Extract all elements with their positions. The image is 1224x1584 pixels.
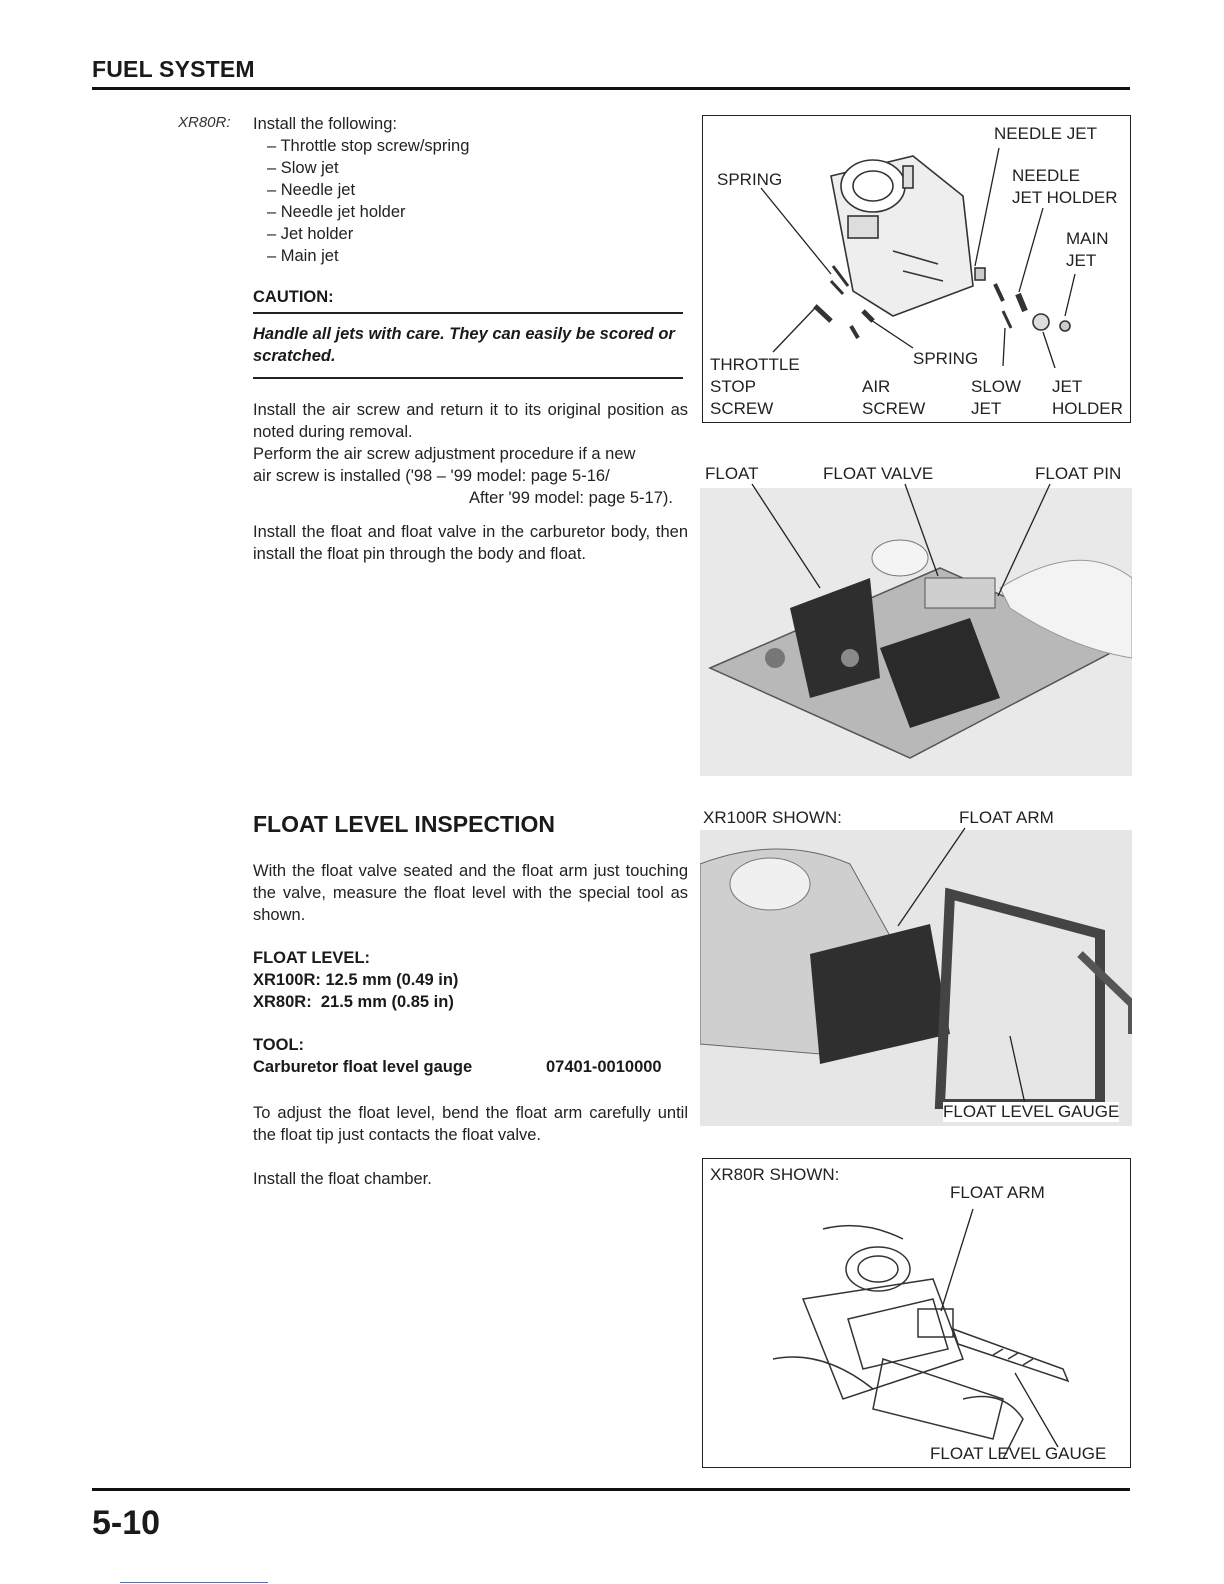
- label-main-jet-1: MAIN: [1066, 229, 1109, 248]
- label-xr80r-shown: XR80R SHOWN:: [710, 1165, 840, 1184]
- list-item: – Needle jet: [267, 181, 356, 199]
- figure-carburetor-jets: [702, 115, 1131, 423]
- xr80r-illustration: [703, 1159, 1132, 1469]
- header-rule: [92, 87, 1130, 90]
- install-list: [253, 135, 469, 267]
- figure-xr80r-gauge: [702, 1158, 1131, 1468]
- page-number: 5-10: [92, 1504, 161, 1542]
- caution-label: CAUTION:: [253, 288, 334, 306]
- label-gauge-xr100r: FLOAT LEVEL GAUGE: [943, 1102, 1120, 1121]
- list-item: – Slow jet: [267, 159, 339, 177]
- footer-rule: [92, 1488, 1130, 1491]
- label-needle-jet-holder-1: NEEDLE: [1012, 166, 1081, 185]
- label-needle-jet-holder-2: JET HOLDER: [1012, 188, 1118, 207]
- inspection-heading: FLOAT LEVEL INSPECTION: [253, 811, 555, 837]
- label-main-jet-2: JET: [1066, 251, 1097, 270]
- label-float-valve: FLOAT VALVE: [823, 464, 934, 483]
- label-jet-holder-1: JET: [1052, 377, 1083, 396]
- caution-rule-bottom: [253, 377, 683, 379]
- label-spring-bottom: SPRING: [913, 349, 979, 368]
- model-tag: XR80R:: [178, 114, 231, 131]
- float-photo-illustration: [700, 458, 1132, 776]
- figure-float-photo: [700, 458, 1132, 776]
- label-float-arm-xr100r: FLOAT ARM: [959, 808, 1054, 827]
- label-throttle-3: SCREW: [710, 399, 774, 418]
- list-item: – Needle jet holder: [267, 203, 406, 221]
- tool-number: 07401-0010000: [546, 1058, 662, 1076]
- float-install-paragraph: Install the float and float valve in the carburetor body, then install the float pin through the body and float.: [253, 523, 688, 563]
- list-item: – Jet holder: [267, 225, 354, 243]
- label-spring-top: SPRING: [717, 170, 783, 189]
- label-gauge-xr80r: FLOAT LEVEL GAUGE: [930, 1444, 1107, 1463]
- label-float-arm-xr80r: FLOAT ARM: [950, 1183, 1045, 1202]
- xr100r-photo-illustration: [700, 804, 1132, 1126]
- caution-text: Handle all jets with care. They can easily be scored or scratched.: [253, 325, 675, 365]
- tool-label: TOOL:: [253, 1036, 305, 1054]
- label-jet-holder-2: HOLDER: [1052, 399, 1123, 418]
- label-float: FLOAT: [705, 464, 759, 483]
- label-air-2: SCREW: [862, 399, 926, 418]
- label-xr100r-shown: XR100R SHOWN:: [703, 808, 842, 827]
- inspection-paragraph: With the float valve seated and the float arm just touching the valve, measure the float level with the special tool as shown.: [253, 862, 688, 924]
- label-air-1: AIR: [862, 377, 891, 396]
- spec-label: FLOAT LEVEL:: [253, 949, 371, 967]
- label-slow-2: JET: [971, 399, 1002, 418]
- air-screw-paragraph: Install the air screw and return it to its original position as noted during removal.: [253, 401, 688, 441]
- adjust-line-3: After '99 model: page 5-17).: [468, 489, 673, 507]
- footer-link-underline[interactable]: [120, 1582, 268, 1583]
- tool-name: Carburetor float level gauge: [253, 1058, 473, 1076]
- figure-xr100r-gauge: [700, 804, 1132, 1126]
- label-float-pin: FLOAT PIN: [1035, 464, 1122, 483]
- list-item: – Main jet: [267, 247, 339, 265]
- label-needle-jet: NEEDLE JET: [994, 124, 1097, 143]
- label-throttle-1: THROTTLE: [710, 355, 800, 374]
- adjust-line-1: Perform the air screw adjustment procedure if a new: [253, 445, 636, 463]
- list-item: – Throttle stop screw/spring: [267, 137, 470, 155]
- label-slow-1: SLOW: [971, 377, 1022, 396]
- adjust-paragraph: To adjust the float level, bend the float arm carefully until the float tip just contacts the float valve.: [253, 1104, 688, 1144]
- section-title: FUEL SYSTEM: [92, 56, 255, 82]
- adjust-line-2: air screw is installed ('98 – '99 model: page 5-16/: [253, 467, 610, 485]
- label-throttle-2: STOP: [710, 377, 756, 396]
- spec-xr100r: XR100R: 12.5 mm (0.49 in): [253, 971, 459, 989]
- caution-rule-top: [253, 312, 683, 314]
- install-intro: Install the following:: [253, 115, 397, 133]
- spec-xr80r: XR80R: 21.5 mm (0.85 in): [253, 993, 454, 1011]
- final-paragraph: Install the float chamber.: [253, 1170, 432, 1188]
